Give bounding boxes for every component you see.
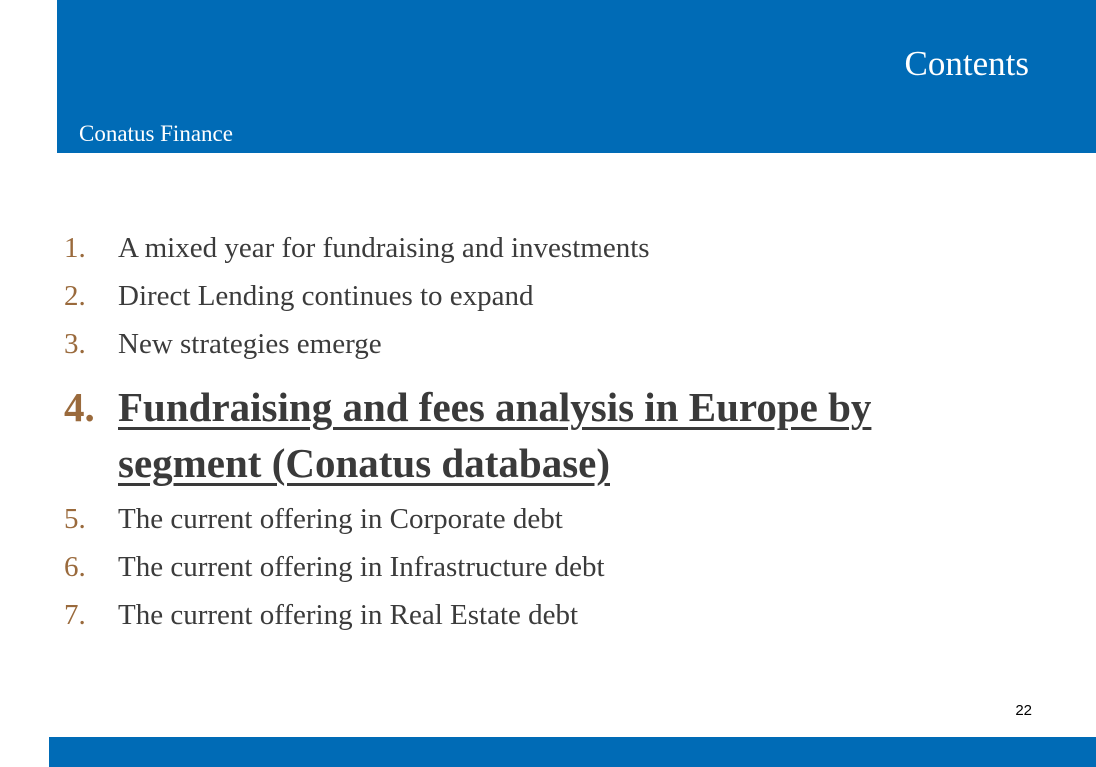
- agenda-number: 6.: [64, 551, 86, 583]
- agenda-label: The current offering in Real Estate debt: [118, 599, 579, 631]
- agenda-number: 2.: [64, 280, 86, 312]
- agenda-list: [64, 226, 1024, 641]
- agenda-number: 4.: [64, 384, 95, 430]
- agenda-item-6: [64, 545, 1024, 593]
- agenda-number: 5.: [64, 503, 86, 535]
- agenda-label: A mixed year for fundraising and investments: [118, 232, 650, 264]
- agenda-label: New strategies emerge: [118, 328, 382, 360]
- agenda-item-2: [64, 274, 1024, 322]
- agenda-label: Fundraising and fees analysis in Europe by segment (Conatus database): [118, 384, 872, 486]
- agenda-number: 7.: [64, 599, 86, 631]
- agenda-item-1: [64, 226, 1024, 274]
- agenda-label: Direct Lending continues to expand: [118, 280, 534, 312]
- agenda-item-4-current: [64, 379, 1024, 491]
- footer-band: [49, 737, 1096, 767]
- page-number: 22: [1015, 702, 1032, 719]
- agenda-item-3: [64, 322, 1024, 370]
- agenda-label: The current offering in Corporate debt: [118, 503, 563, 535]
- slide-title: Contents: [904, 44, 1029, 83]
- header-band: [57, 0, 1096, 153]
- agenda-label: The current offering in Infrastructure debt: [118, 551, 605, 583]
- agenda-item-7: [64, 593, 1024, 641]
- agenda-number: 1.: [64, 232, 86, 264]
- brand-name: Conatus Finance: [79, 121, 233, 146]
- agenda-item-5: [64, 497, 1024, 545]
- agenda-number: 3.: [64, 328, 86, 360]
